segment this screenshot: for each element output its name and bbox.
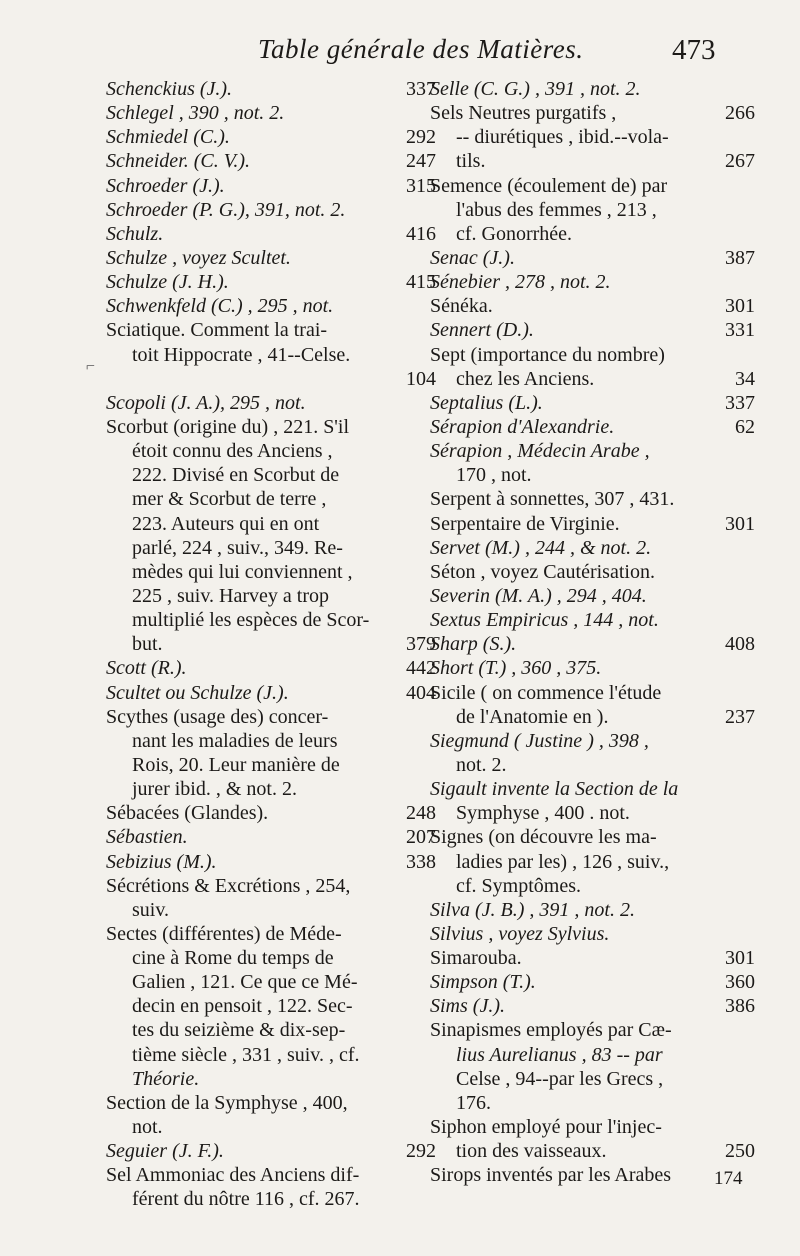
entry-page-ref: 247 <box>406 150 436 173</box>
index-entry-line <box>106 222 436 246</box>
index-entry-line <box>430 415 755 439</box>
entry-text: decin en pensoit , 122. Sec- <box>132 995 353 1018</box>
entry-page-ref: 250 <box>725 1140 755 1163</box>
index-entry-line <box>106 1067 436 1091</box>
index-entry-line <box>106 922 436 946</box>
index-entry-line <box>106 705 436 729</box>
entry-text: nant les maladies de leurs <box>132 729 338 752</box>
entry-text: Sénebier , 278 , not. 2. <box>430 271 611 294</box>
index-entry-line <box>106 681 436 705</box>
index-entry-line <box>106 994 436 1018</box>
entry-text: cf. Gonorrhée. <box>456 222 573 245</box>
page-number: 473 <box>672 34 716 66</box>
entry-page-ref: 237 <box>725 705 755 728</box>
index-entry-line <box>106 1018 436 1042</box>
entry-text: Simarouba. <box>430 947 522 970</box>
index-entry-line <box>430 825 755 849</box>
entry-text: tion des vaisseaux. <box>456 1140 607 1163</box>
entry-page-ref: 207 <box>406 826 436 849</box>
index-entry-line <box>106 1043 436 1067</box>
index-entry-line <box>430 1163 755 1187</box>
index-entry-line <box>430 198 755 222</box>
entry-text: de l'Anatomie en ). <box>456 705 609 728</box>
entry-text: mèdes qui lui conviennent , <box>132 560 353 583</box>
index-entry-line <box>430 270 755 294</box>
entry-text: Sciatique. Comment la trai- <box>106 319 328 342</box>
entry-text: Servet (M.) , 244 , & not. 2. <box>430 536 652 559</box>
entry-text: Scorbut (origine du) , 221. S'il <box>106 415 350 438</box>
index-entry-line <box>106 536 436 560</box>
index-entry-line <box>106 970 436 994</box>
entry-text: Scott (R.). <box>106 657 187 680</box>
entry-text: tième siècle , 331 , suiv. , cf. <box>132 1043 360 1066</box>
entry-text: Symphyse , 400 . not. <box>456 802 630 825</box>
entry-page-ref: 104 <box>406 367 436 390</box>
index-entry-line <box>106 656 436 680</box>
entry-text: Sénéka. <box>430 295 493 318</box>
entry-text: Simpson (T.). <box>430 971 536 994</box>
entry-page-ref: 360 <box>725 971 755 994</box>
catchword: 174 <box>714 1168 743 1189</box>
entry-text: toit Hippocrate , 41--Celse. <box>132 343 351 366</box>
entry-page-ref: 379 <box>406 633 436 656</box>
entry-text: Siegmund ( Justine ) , 398 , <box>430 729 649 752</box>
index-entry-line <box>430 512 755 536</box>
entry-text: Severin (M. A.) , 294 , 404. <box>430 584 647 607</box>
entry-text: Rois, 20. Leur manière de <box>132 753 340 776</box>
entry-page-ref: 386 <box>725 995 755 1018</box>
index-entry-line <box>106 198 436 222</box>
entry-page-ref: 34 <box>735 367 755 390</box>
entry-text: 223. Auteurs qui en ont <box>132 512 320 535</box>
running-title: Table générale des Matières. <box>258 34 584 64</box>
entry-text: Sirops inventés par les Arabes <box>430 1164 672 1187</box>
entry-text: Sel Ammoniac des Anciens dif- <box>106 1164 360 1187</box>
index-entry-line <box>430 294 755 318</box>
index-entry-line <box>430 1091 755 1115</box>
entry-text: cf. Symptômes. <box>456 874 581 897</box>
entry-text: ladies par les) , 126 , suiv., <box>456 850 670 873</box>
index-entry-line <box>430 656 755 680</box>
entry-text: Schroeder (P. G.), 391, not. 2. <box>106 198 346 221</box>
entry-text: Sels Neutres purgatifs , <box>430 102 617 125</box>
index-entry-line <box>430 1018 755 1042</box>
entry-page-ref: 387 <box>725 246 755 269</box>
index-entry-line <box>106 1139 436 1163</box>
entry-text: Sébastien. <box>106 826 188 849</box>
entry-text: l'abus des femmes , 213 , <box>456 198 657 221</box>
entry-text: Sérapion d'Alexandrie. <box>430 415 615 438</box>
index-entry-line <box>430 705 755 729</box>
index-entry-line <box>106 777 436 801</box>
index-entry-line <box>430 994 755 1018</box>
entry-text: Schenckius (J.). <box>106 78 233 100</box>
index-entry-line <box>106 1091 436 1115</box>
entry-text: Schwenkfeld (C.) , 295 , not. <box>106 295 334 318</box>
index-entry-line <box>106 246 436 270</box>
entry-text: Schulz. <box>106 222 164 245</box>
index-entry-line <box>430 101 755 125</box>
entry-text: Sims (J.). <box>430 995 505 1018</box>
entry-text: tils. <box>456 150 486 173</box>
entry-text: Sébacées (Glandes). <box>106 802 269 825</box>
index-entry-line <box>430 898 755 922</box>
index-entry-line <box>106 560 436 584</box>
entry-text: Celse , 94--par les Grecs , <box>456 1067 664 1090</box>
entry-text: Sérapion , Médecin Arabe , <box>430 440 650 463</box>
entry-text: 176. <box>456 1091 491 1114</box>
entry-text: Sept (importance du nombre) <box>430 343 665 366</box>
entry-text: 225 , suiv. Harvey a trop <box>132 584 329 607</box>
index-entry-line <box>430 536 755 560</box>
index-entry-line <box>430 1115 755 1139</box>
index-entry-line <box>106 584 436 608</box>
entry-text: Semence (écoulement de) par <box>430 174 668 197</box>
entry-text: Scultet ou Schulze (J.). <box>106 681 289 704</box>
margin-mark: ⌐ <box>86 358 96 375</box>
entry-text: Schroeder (J.). <box>106 174 225 197</box>
index-column-right <box>430 77 755 1187</box>
index-entry-line <box>430 1067 755 1091</box>
index-entry-line <box>106 294 436 318</box>
index-entry-line <box>430 367 755 391</box>
entry-text: Serpent à sonnettes, 307 , 431. <box>430 488 675 511</box>
index-entry-line <box>430 343 755 367</box>
index-entry-line <box>430 1043 755 1067</box>
entry-text: Sécrétions & Excrétions , 254, <box>106 874 351 897</box>
index-entry-line <box>430 391 755 415</box>
index-entry-line <box>430 125 755 149</box>
index-entry-line <box>430 463 755 487</box>
index-entry-line <box>430 632 755 656</box>
entry-text: Schmiedel (C.). <box>106 126 230 149</box>
entry-page-ref: 404 <box>406 681 436 704</box>
index-entry-line <box>430 584 755 608</box>
index-entry-line <box>430 560 755 584</box>
index-entry-line <box>430 222 755 246</box>
index-entry-line <box>106 415 436 439</box>
entry-text: Serpentaire de Virginie. <box>430 512 620 535</box>
entry-text: Schlegel , 390 , not. 2. <box>106 102 285 125</box>
index-entry-line <box>430 850 755 874</box>
entry-page-ref: 408 <box>725 633 755 656</box>
entry-text: Sectes (différentes) de Méde- <box>106 922 342 945</box>
entry-text: Sebizius (M.). <box>106 850 217 873</box>
index-entry-line <box>106 318 436 342</box>
index-entry-line <box>430 487 755 511</box>
index-entry-line <box>430 946 755 970</box>
index-entry-line <box>106 1187 436 1211</box>
entry-text: not. <box>132 1116 163 1139</box>
entry-page-ref: 337 <box>725 391 755 414</box>
entry-text: Sharp (S.). <box>430 633 517 656</box>
entry-text: multiplié les espèces de Scor- <box>132 609 370 632</box>
index-entry-line <box>106 463 436 487</box>
entry-text: Scopoli (J. A.), 295 , not. <box>106 391 306 414</box>
entry-text: Section de la Symphyse , 400, <box>106 1091 348 1114</box>
index-entry-line <box>430 922 755 946</box>
entry-text: étoit connu des Anciens , <box>132 440 333 463</box>
entry-text: Galien , 121. Ce que ce Mé- <box>132 971 358 994</box>
entry-page-ref: 337 <box>406 78 436 100</box>
index-entry-line <box>106 367 436 391</box>
entry-text: 170 , not. <box>456 464 532 487</box>
entry-page-ref: 301 <box>725 295 755 318</box>
entry-text: Sennert (D.). <box>430 319 534 342</box>
entry-text: Senac (J.). <box>430 246 515 269</box>
index-entry-line <box>106 391 436 415</box>
index-entry-line <box>430 246 755 270</box>
index-entry-line <box>106 270 436 294</box>
entry-page-ref: 267 <box>725 150 755 173</box>
index-entry-line <box>430 318 755 342</box>
entry-text: Short (T.) , 360 , 375. <box>430 657 602 680</box>
entry-text: Scythes (usage des) concer- <box>106 705 329 728</box>
index-entry-line <box>106 850 436 874</box>
index-entry-line <box>430 753 755 777</box>
entry-text: but. <box>132 633 163 656</box>
entry-page-ref: 442 <box>406 657 436 680</box>
entry-page-ref: 338 <box>406 850 436 873</box>
index-entry-line <box>106 125 436 149</box>
index-entry-line <box>106 101 436 125</box>
index-entry-line <box>106 898 436 922</box>
entry-page-ref: 415 <box>406 271 436 294</box>
index-entry-line <box>106 753 436 777</box>
entry-text: Séton , voyez Cautérisation. <box>430 560 655 583</box>
entry-text: Schneider. (C. V.). <box>106 150 251 173</box>
index-entry-line <box>106 439 436 463</box>
index-entry-line <box>106 946 436 970</box>
index-entry-line <box>430 801 755 825</box>
index-entry-line <box>106 343 436 367</box>
index-entry-line <box>430 681 755 705</box>
entry-text: Signes (on découvre les ma- <box>430 826 657 849</box>
entry-text: mer & Scorbut de terre , <box>132 488 327 511</box>
index-entry-line <box>430 608 755 632</box>
index-entry-line <box>106 608 436 632</box>
entry-page-ref: 301 <box>725 947 755 970</box>
entry-text: cine à Rome du temps de <box>132 947 334 970</box>
index-entry-line <box>430 174 755 198</box>
index-entry-line <box>106 512 436 536</box>
entry-page-ref: 416 <box>406 222 436 245</box>
running-header <box>0 30 800 74</box>
entry-text: Selle (C. G.) , 391 , not. 2. <box>430 78 641 100</box>
entry-text: Siphon employé pour l'injec- <box>430 1116 662 1139</box>
entry-page-ref: 315 <box>406 174 436 197</box>
entry-page-ref: 331 <box>725 319 755 342</box>
index-entry-line <box>106 825 436 849</box>
entry-text: -- diurétiques , ibid.--vola- <box>456 126 669 149</box>
entry-text: parlé, 224 , suiv., 349. Re- <box>132 536 343 559</box>
entry-text: lius Aurelianus , 83 -- par <box>456 1043 663 1066</box>
entry-text: Schulze (J. H.). <box>106 271 229 294</box>
index-entry-line <box>106 149 436 173</box>
index-entry-line <box>430 729 755 753</box>
entry-text: chez les Anciens. <box>456 367 595 390</box>
index-entry-line <box>106 1163 436 1187</box>
entry-text: Seguier (J. F.). <box>106 1140 224 1163</box>
index-entry-line <box>106 77 436 101</box>
index-entry-line <box>430 149 755 173</box>
entry-page-ref: 62 <box>735 415 755 438</box>
index-entry-line <box>106 174 436 198</box>
entry-page-ref: 292 <box>406 1140 436 1163</box>
entry-text: Septalius (L.). <box>430 391 543 414</box>
index-entry-line <box>430 439 755 463</box>
entry-text: Théorie. <box>132 1067 200 1090</box>
entry-text: 222. Divisé en Scorbut de <box>132 464 340 487</box>
entry-text: jurer ibid. , & not. 2. <box>132 778 297 801</box>
index-column-left <box>106 77 436 1212</box>
index-entry-line <box>106 874 436 898</box>
entry-text: not. 2. <box>456 753 507 776</box>
entry-text: Silvius , voyez Sylvius. <box>430 922 610 945</box>
entry-text: Schulze , voyez Scultet. <box>106 246 291 269</box>
entry-text: Sextus Empiricus , 144 , not. <box>430 609 659 632</box>
index-entry-line <box>106 1115 436 1139</box>
entry-text: Sinapismes employés par Cæ- <box>430 1019 672 1042</box>
entry-text: Sigault invente la Section de la <box>430 778 679 801</box>
index-entry-line <box>430 1139 755 1163</box>
entry-text: suiv. <box>132 898 170 921</box>
entry-text: férent du nôtre 116 , cf. 267. <box>132 1188 360 1211</box>
index-entry-line <box>430 874 755 898</box>
index-entry-line <box>106 487 436 511</box>
entry-page-ref: 266 <box>725 102 755 125</box>
index-entry-line <box>106 632 436 656</box>
entry-text: Sicile ( on commence l'étude <box>430 681 662 704</box>
index-entry-line <box>430 77 755 101</box>
index-entry-line <box>430 970 755 994</box>
entry-text: Silva (J. B.) , 391 , not. 2. <box>430 898 635 921</box>
entry-page-ref: 292 <box>406 126 436 149</box>
entry-page-ref: 301 <box>725 512 755 535</box>
index-entry-line <box>106 801 436 825</box>
entry-text: tes du seizième & dix-sep- <box>132 1019 346 1042</box>
index-entry-line <box>106 729 436 753</box>
entry-page-ref: 248 <box>406 802 436 825</box>
index-entry-line <box>430 777 755 801</box>
